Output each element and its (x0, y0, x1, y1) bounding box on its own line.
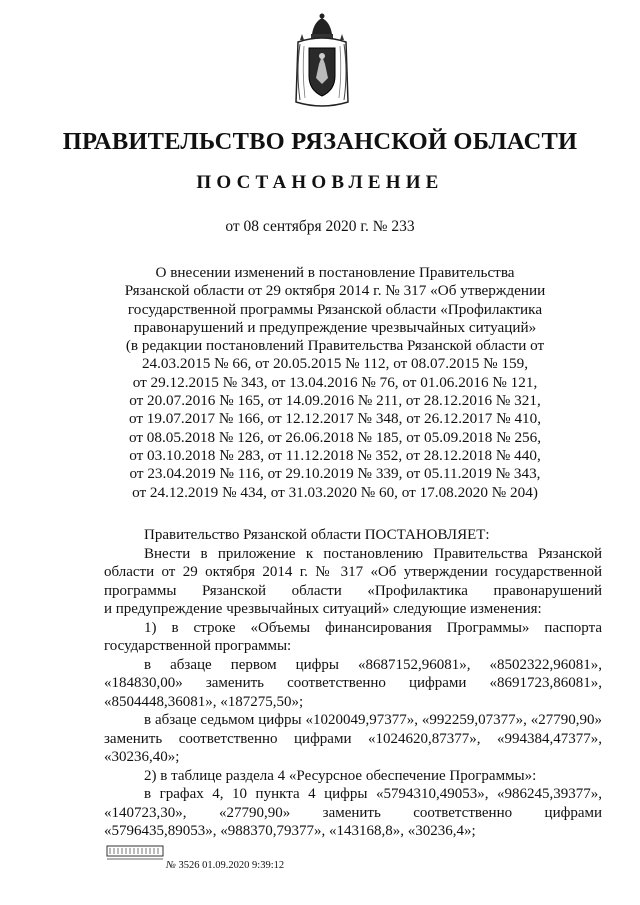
document-subject (100, 264, 570, 502)
item-1b-line: в абзаце седьмом цифры «1020049,97377», «992259,07377», «27790,90» (144, 712, 602, 728)
paragraph-line: и предупреждение чрезвычайных ситуаций» следующие изменения: (104, 601, 542, 617)
item-2-line: 2) в таблице раздела 4 «Ресурсное обеспечение Программы»: (144, 767, 537, 784)
subject-line: (в редакции постановлений Правительства Рязанской области от (125, 337, 545, 355)
subject-line: государственной программы Рязанской области «Профилактика (127, 300, 543, 318)
document-type: ПОСТАНОВЛЕНИЕ (196, 172, 444, 193)
document-body (104, 526, 602, 841)
paragraph-line: Внести в приложение к постановлению Правительства Рязанской (144, 545, 602, 562)
item-1b-line: «30236,40»; (104, 749, 180, 765)
stamp-details: 3526 01.09.2020 9:39:12 (178, 860, 285, 871)
subject-line: 24.03.2015 № 66, от 20.05.2015 № 112, от 08.07.2015 № 159, (141, 355, 529, 373)
item-1a-line: «184830,00» заменить соответственно цифрами «8691723,86081», (104, 675, 602, 691)
subject-line: от 24.12.2019 № 434, от 31.03.2020 № 60, от 17.08.2020 № 204) (132, 483, 538, 501)
item-1a-line: «8504448,36081», «187275,50»; (104, 693, 304, 710)
coat-of-arms-icon (292, 12, 352, 112)
item-2a-line: «5796435,89053», «988370,79377», «143168,8», «30236,4»; (104, 823, 476, 839)
paragraph-line: программы Рязанской области «Профилактика правонарушений (104, 582, 602, 599)
document-date-number: от 08 сентября 2020 г. № 233 (225, 218, 415, 235)
registration-stamp-icon (106, 840, 166, 862)
subject-line: от 29.12.2015 № 343, от 13.04.2016 № 76, от 01.06.2016 № 121, (132, 373, 538, 391)
item-1a-line: в абзаце первом цифры «8687152,96081», «8502322,96081», (144, 656, 602, 673)
paragraph-line: области от 29 октября 2014 г. № 317 «Об утверждении государственной (104, 564, 602, 580)
item-2a-line: «140723,30», «27790,90» заменить соответственно цифрами (104, 804, 602, 821)
subject-line: от 23.04.2019 № 116, от 29.10.2019 № 339, от 05.11.2019 № 343, (129, 465, 541, 483)
subject-line: О внесении изменений в постановление Правительства (155, 264, 515, 281)
subject-line: от 08.05.2018 № 126, от 26.06.2018 № 185, от 05.09.2018 № 256, (128, 428, 542, 446)
number-sign-icon: № (166, 860, 176, 871)
resolves-line: Правительство Рязанской области ПОСТАНОВЛЯЕТ: (144, 527, 490, 543)
subject-line: от 20.07.2016 № 165, от 14.09.2016 № 211, от 28.12.2016 № 321, (129, 392, 541, 410)
item-2a-line: в графах 4, 10 пункта 4 цифры «5794310,49053», «986245,39377», (144, 786, 602, 802)
subject-line: от 03.10.2018 № 283, от 11.12.2018 № 352, от 28.12.2018 № 440, (129, 446, 541, 464)
item-1-line: 1) в строке «Объемы финансирования Программы» паспорта (144, 619, 602, 636)
subject-line: Рязанской области от 29 октября 2014 г. № 317 «Об утверждении (124, 282, 546, 300)
subject-line: от 19.07.2017 № 166, от 12.12.2017 № 348, от 26.12.2017 № 410, (128, 410, 542, 428)
government-title: ПРАВИТЕЛЬСТВО РЯЗАНСКОЙ ОБЛАСТИ (62, 128, 578, 155)
item-1b-line: заменить соответственно цифрами «1024620,87377», «994384,47377», (104, 730, 602, 747)
item-1-line: государственной программы: (104, 638, 292, 654)
registration-stamp-text (166, 860, 284, 871)
subject-line: правонарушений и предупреждение чрезвычайных ситуаций» (133, 318, 537, 336)
